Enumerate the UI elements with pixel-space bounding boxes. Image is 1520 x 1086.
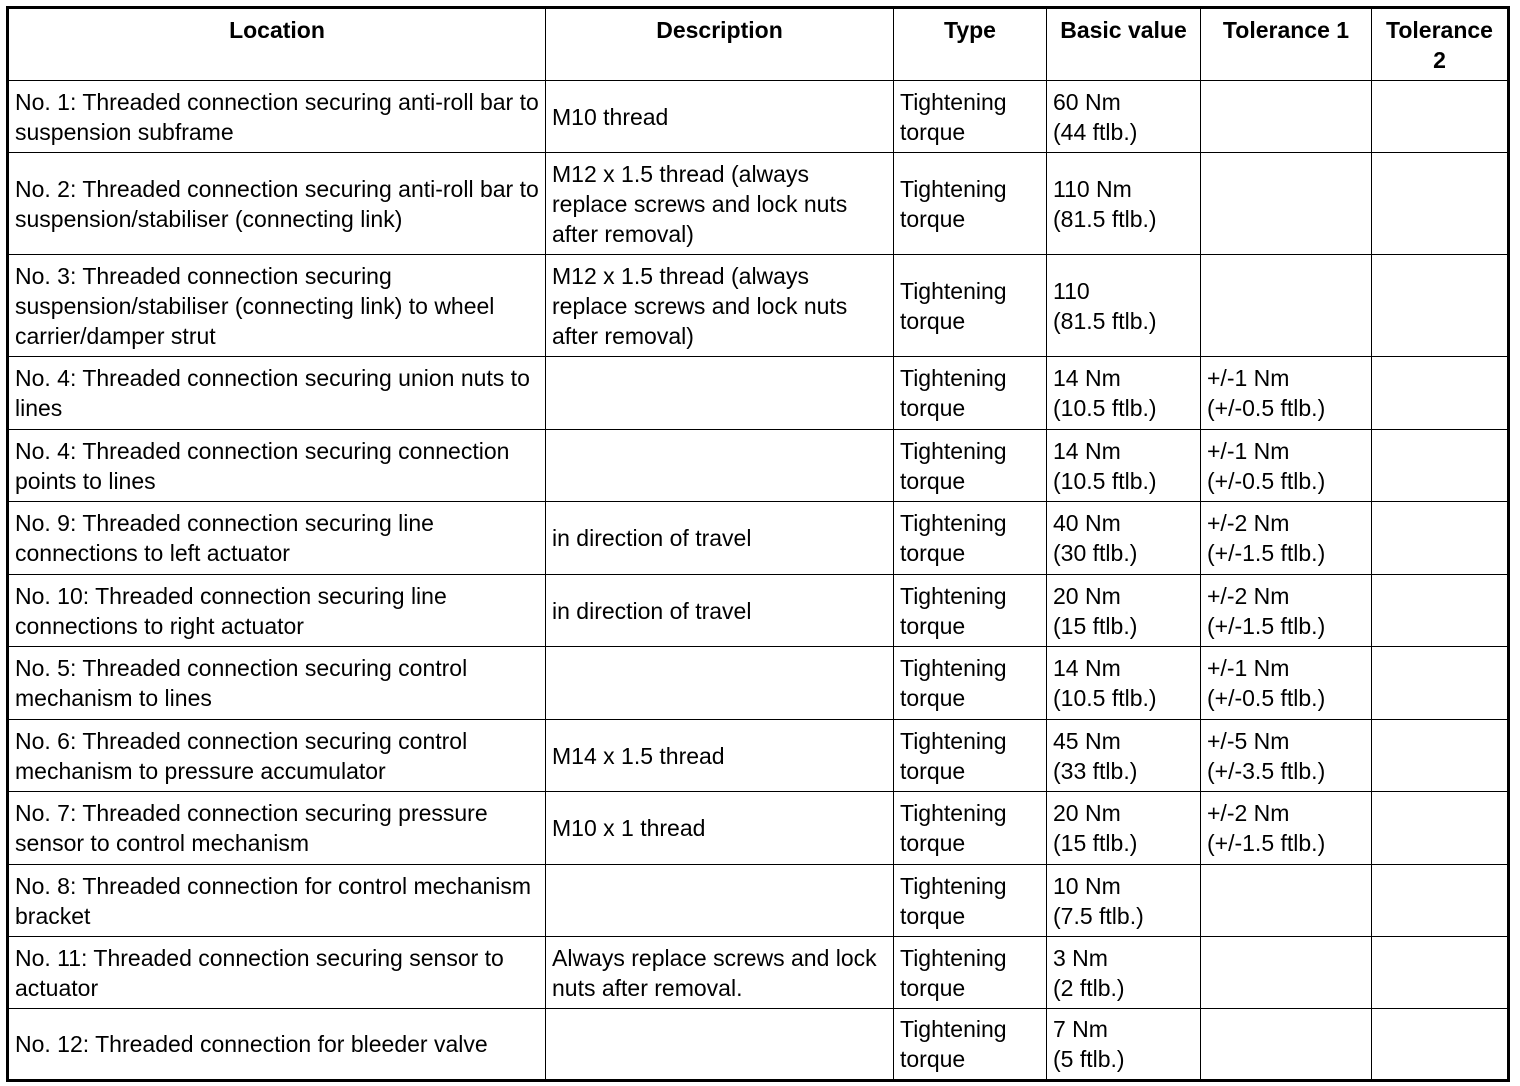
cell-type: Tightening torque — [894, 792, 1047, 865]
cell-tolerance-1: +/-1 Nm (+/-0.5 ftlb.) — [1201, 430, 1372, 502]
cell-location: No. 10: Threaded connection securing line connections to right actuator — [8, 575, 546, 647]
cell-tolerance-2 — [1372, 647, 1509, 720]
cell-tolerance-2 — [1372, 81, 1509, 153]
table-row — [8, 255, 1509, 357]
cell-tolerance-2 — [1372, 153, 1509, 255]
cell-basic-value: 14 Nm (10.5 ftlb.) — [1047, 357, 1201, 430]
cell-tolerance-2 — [1372, 430, 1509, 502]
cell-description — [546, 357, 894, 430]
cell-location: No. 9: Threaded connection securing line connections to left actuator — [8, 502, 546, 575]
header-row — [8, 8, 1509, 81]
cell-tolerance-2 — [1372, 720, 1509, 792]
header-tolerance-2: Tolerance 2 — [1372, 8, 1509, 81]
cell-basic-value: 20 Nm (15 ftlb.) — [1047, 575, 1201, 647]
cell-tolerance-2 — [1372, 865, 1509, 937]
header-basic-value: Basic value — [1047, 8, 1201, 81]
cell-tolerance-2 — [1372, 792, 1509, 865]
cell-type: Tightening torque — [894, 153, 1047, 255]
cell-type: Tightening torque — [894, 430, 1047, 502]
cell-location: No. 2: Threaded connection securing anti-roll bar to suspension/stabiliser (connecting link) — [8, 153, 546, 255]
cell-tolerance-1 — [1201, 865, 1372, 937]
cell-location: No. 8: Threaded connection for control mechanism bracket — [8, 865, 546, 937]
table-row — [8, 937, 1509, 1009]
cell-basic-value: 10 Nm (7.5 ftlb.) — [1047, 865, 1201, 937]
cell-description: in direction of travel — [546, 575, 894, 647]
cell-location: No. 4: Threaded connection securing union nuts to lines — [8, 357, 546, 430]
cell-tolerance-1 — [1201, 153, 1372, 255]
cell-location: No. 12: Threaded connection for bleeder valve — [8, 1009, 546, 1081]
header-tolerance-1: Tolerance 1 — [1201, 8, 1372, 81]
cell-tolerance-1: +/-2 Nm (+/-1.5 ftlb.) — [1201, 502, 1372, 575]
cell-type: Tightening torque — [894, 502, 1047, 575]
cell-basic-value: 20 Nm (15 ftlb.) — [1047, 792, 1201, 865]
cell-tolerance-1: +/-2 Nm (+/-1.5 ftlb.) — [1201, 575, 1372, 647]
table-row — [8, 502, 1509, 575]
cell-description: in direction of travel — [546, 502, 894, 575]
table-row — [8, 792, 1509, 865]
cell-basic-value: 14 Nm (10.5 ftlb.) — [1047, 647, 1201, 720]
cell-description: M14 x 1.5 thread — [546, 720, 894, 792]
cell-type: Tightening torque — [894, 1009, 1047, 1081]
cell-tolerance-2 — [1372, 575, 1509, 647]
cell-tolerance-1: +/-1 Nm (+/-0.5 ftlb.) — [1201, 647, 1372, 720]
cell-tolerance-1 — [1201, 255, 1372, 357]
cell-tolerance-1 — [1201, 81, 1372, 153]
cell-location: No. 5: Threaded connection securing control mechanism to lines — [8, 647, 546, 720]
table-row — [8, 153, 1509, 255]
cell-tolerance-2 — [1372, 937, 1509, 1009]
cell-type: Tightening torque — [894, 81, 1047, 153]
cell-description: M10 x 1 thread — [546, 792, 894, 865]
cell-basic-value: 40 Nm (30 ftlb.) — [1047, 502, 1201, 575]
cell-basic-value: 7 Nm (5 ftlb.) — [1047, 1009, 1201, 1081]
cell-basic-value: 45 Nm (33 ftlb.) — [1047, 720, 1201, 792]
cell-description — [546, 1009, 894, 1081]
cell-location: No. 11: Threaded connection securing sensor to actuator — [8, 937, 546, 1009]
cell-type: Tightening torque — [894, 575, 1047, 647]
cell-description — [546, 865, 894, 937]
table-row — [8, 430, 1509, 502]
cell-tolerance-1: +/-5 Nm (+/-3.5 ftlb.) — [1201, 720, 1372, 792]
cell-basic-value: 3 Nm (2 ftlb.) — [1047, 937, 1201, 1009]
cell-tolerance-1: +/-1 Nm (+/-0.5 ftlb.) — [1201, 357, 1372, 430]
cell-type: Tightening torque — [894, 937, 1047, 1009]
table-row — [8, 647, 1509, 720]
table-row — [8, 357, 1509, 430]
cell-type: Tightening torque — [894, 255, 1047, 357]
header-type: Type — [894, 8, 1047, 81]
cell-basic-value: 14 Nm (10.5 ftlb.) — [1047, 430, 1201, 502]
table-row — [8, 1009, 1509, 1081]
header-location: Location — [8, 8, 546, 81]
cell-description — [546, 647, 894, 720]
cell-basic-value: 60 Nm (44 ftlb.) — [1047, 81, 1201, 153]
cell-tolerance-1 — [1201, 1009, 1372, 1081]
cell-tolerance-2 — [1372, 1009, 1509, 1081]
cell-description — [546, 430, 894, 502]
cell-basic-value: 110 Nm (81.5 ftlb.) — [1047, 153, 1201, 255]
cell-description: M12 x 1.5 thread (always replace screws and lock nuts after removal) — [546, 255, 894, 357]
cell-tolerance-1: +/-2 Nm (+/-1.5 ftlb.) — [1201, 792, 1372, 865]
cell-type: Tightening torque — [894, 647, 1047, 720]
cell-basic-value: 110 (81.5 ftlb.) — [1047, 255, 1201, 357]
cell-type: Tightening torque — [894, 865, 1047, 937]
cell-tolerance-2 — [1372, 255, 1509, 357]
cell-location: No. 6: Threaded connection securing control mechanism to pressure accumulator — [8, 720, 546, 792]
table-row — [8, 720, 1509, 792]
cell-type: Tightening torque — [894, 357, 1047, 430]
cell-type: Tightening torque — [894, 720, 1047, 792]
cell-tolerance-2 — [1372, 502, 1509, 575]
cell-location: No. 3: Threaded connection securing suspension/stabiliser (connecting link) to wheel carrier/damper strut — [8, 255, 546, 357]
table-row — [8, 865, 1509, 937]
cell-description: M12 x 1.5 thread (always replace screws and lock nuts after removal) — [546, 153, 894, 255]
cell-location: No. 1: Threaded connection securing anti-roll bar to suspension subframe — [8, 81, 546, 153]
cell-location: No. 7: Threaded connection securing pressure sensor to control mechanism — [8, 792, 546, 865]
cell-description: M10 thread — [546, 81, 894, 153]
cell-location: No. 4: Threaded connection securing connection points to lines — [8, 430, 546, 502]
cell-tolerance-2 — [1372, 357, 1509, 430]
table-row — [8, 575, 1509, 647]
cell-tolerance-1 — [1201, 937, 1372, 1009]
header-description: Description — [546, 8, 894, 81]
cell-description: Always replace screws and lock nuts after removal. — [546, 937, 894, 1009]
torque-spec-table — [6, 6, 1510, 1082]
table-row — [8, 81, 1509, 153]
